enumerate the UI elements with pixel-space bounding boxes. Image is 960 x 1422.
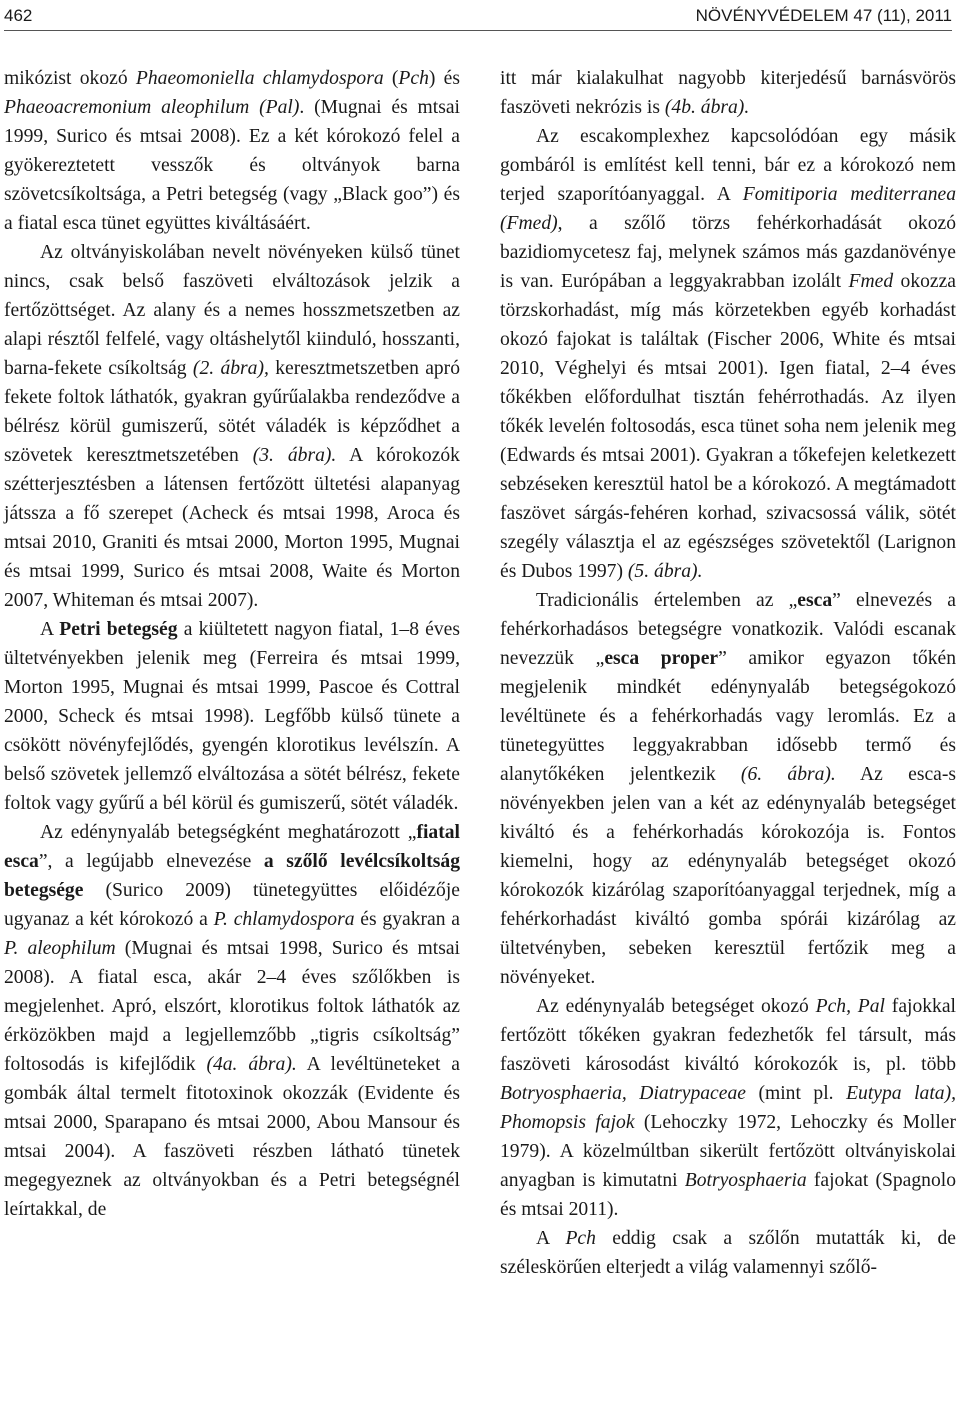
text-run: Az oltványiskolában nevelt növényeken külső tünet nincs, csak belső faszöveti elváltozások jelzik a fertőzöttséget. Az alany és a nemes hosszmetszetben az alapi résztől felfelé, vagy oltáshelytől kiinduló, hosszanti, barna-fekete csíkoltság bbox=[4, 242, 460, 379]
text-run: A kórokozók szétterjesztésben a látensen fertőzött ültetési alapanyag játssza a fő szerepet (Acheck és mtsai 1998, Aroca és mtsai 2010, Graniti és mtsai 2000, Morton 1995, Mugnai és mtsai 1999, Surico és mtsai 2008, Waite és Morton 2007, Whiteman és mtsai 2007). bbox=[4, 445, 460, 611]
bold-run: Petri betegség bbox=[59, 619, 178, 640]
italic-run: Fmed bbox=[848, 271, 894, 292]
text-run: eddig csak a szőlőn mutatták ki, de széleskörűen elterjedt a világ valamennyi szőlő- bbox=[500, 1228, 956, 1278]
text-run: ” amikor egyazon tőkén megjelenik mindkét edénynyaláb betegségokozó levéltünete és a fehérkorhadás vagy leromlás. Ez a tünetegyüttes leggyakrabban idősebb termő és alanytőkéken jelentkezik bbox=[500, 648, 956, 785]
text-run: itt már kialakulhat nagyobb kiterjedésű barnásvörös faszöveti nekrózis is bbox=[500, 68, 956, 118]
italic-run: Eutypa lata), Phomopsis fajok bbox=[500, 1083, 956, 1133]
running-header bbox=[4, 4, 952, 30]
bold-run: esca proper bbox=[604, 648, 719, 669]
text-run: . (Mugnai és mtsai 1999, Surico és mtsai 2008). Ez a két kórokozó felel a gyökereztetett vesszők és oltványok barna szövetcsíkoltsága, a Petri betegség (vagy „Black goo”) és a fiatal esca tünet együttes kiváltásáért. bbox=[4, 97, 460, 234]
text-run: okozza törzskorhadást, míg más körzetekben egyéb korhadást okozó fajokat is találtak (Fischer 2006, White és mtsai 2010, Véghelyi és mtsai 2001). Igen fiatal, 2–4 éves tőkékben előfordulhat tisztán fehérrothadás. Az ilyen tőkék levelén foltosodás, esca tünet soha nem jelenik meg (Edwards és mtsai 2001). Gyakran a tőkefejen keletkezett sebzéseken keresztül hatol be a kórokozó. A megtámadott faszövet sárgás-fehéren korhad, szivacsossá válik, sötét szegély választja el az egészséges szövetektől (Larignon és Dubos 1997) bbox=[500, 271, 956, 582]
left-paragraph-1 bbox=[4, 64, 460, 238]
italic-run: Fomitiporia mediterranea (Fmed) bbox=[500, 184, 956, 234]
text-run: a kiültetett nagyon fiatal, 1–8 éves ültetvényekben jelenik meg (Ferreira és mtsai 1999, Morton 1995, Mugnai és mtsai 1999, Pascoe és Cottral 2000, Scheck és mtsai 1998). Legfőbb külső tünete a csökött növényfejlődés, gyengén klorotikus levélszín. A belső szövetek jellemző elváltozása a sötét bélrész, fekete foltok vagy gyűrű a bél körül és gumiszerű, sötét váladék. bbox=[4, 619, 460, 814]
journal-name: NÖVÉNYVÉDELEM 47 (11), 2011 bbox=[695, 6, 952, 25]
text-run: (Lehoczky 1972, Lehoczky és Moller 1979). A közelmúltban sikerült fertőzött oltványiskolai anyagban is kimutatni bbox=[500, 1112, 957, 1191]
bold-run: fiatal esca bbox=[4, 822, 460, 872]
text-run: keresztmetszetben apró fekete foltok láthatók, gyakran gyűrűalakba rendeződve a bélrész körül gumiszerű, sötét váladék is képződhet a szövetek keresztmetszetében bbox=[4, 358, 461, 466]
italic-run: (2. ábra), bbox=[192, 358, 269, 379]
text-run: , a szőlő törzs fehérkorhadását okozó bazidiomycetesz faj, melynek számos más gazdanövénye is van. Európában a leggyakrabban izolált bbox=[500, 213, 956, 292]
italic-run: Phaeoacremonium aleophilum (Pal) bbox=[4, 97, 300, 118]
right-paragraph-5 bbox=[500, 1224, 956, 1282]
right-paragraph-3 bbox=[500, 586, 956, 992]
text-run: A levéltüneteket a gombák által termelt fitotoxinok okozzák (Evidente és mtsai 2000, Sparapano és mtsai 2000, Abou Mansour és mtsai 2004). A faszöveti részben látható tünetek megegyeznek az oltványokban és a Petri betegségnél leírtakkal, de bbox=[4, 1054, 460, 1220]
right-column bbox=[500, 64, 956, 1282]
text-run: (mint pl. bbox=[745, 1083, 847, 1104]
right-paragraph-2 bbox=[500, 122, 956, 586]
text-run: ”, a legújabb elnevezése bbox=[38, 851, 264, 872]
italic-run: Pch bbox=[398, 68, 429, 89]
text-run: Tradicionális értelemben az „ bbox=[536, 590, 798, 611]
italic-run: Botryosphaeria, Diatrypaceae bbox=[500, 1083, 746, 1104]
left-paragraph-3 bbox=[4, 615, 460, 818]
text-run: Az escakomplexhez kapcsolódóan egy másik gombáról is említést kell tenni, bár ez a kórokozó nem terjed szaporítóanyaggal. A bbox=[500, 126, 956, 205]
italic-run: (4b. ábra). bbox=[664, 97, 750, 118]
text-run: ) és bbox=[428, 68, 461, 89]
left-paragraph-2 bbox=[4, 238, 460, 615]
italic-run: (5. ábra). bbox=[627, 561, 703, 582]
text-run: mikózist okozó bbox=[4, 68, 136, 89]
text-run: fajokat (Spagnolo és mtsai 2011). bbox=[500, 1170, 956, 1220]
text-run: Az esca-s növényekben jelen van a két az edénynyaláb betegséget kiváltó és a fehérkorhadás kórokozója is. Fontos kiemelni, hogy az edénynyaláb betegséget okozó kórokozók kizárólag szaporítóanyaggal terjednek, míg a fehérkorhadást kiváltó gomba spórái kizárólag az ültetvényben, sebeken keresztül fertőzik meg a növényeket. bbox=[500, 764, 956, 988]
italic-run: Pch, Pal bbox=[815, 996, 885, 1017]
left-paragraph-4 bbox=[4, 818, 460, 1224]
header-rule bbox=[4, 30, 952, 31]
text-run: Az edénynyaláb betegséget okozó bbox=[536, 996, 816, 1017]
right-paragraph-4 bbox=[500, 992, 956, 1224]
bold-run: a szőlő levélcsíkoltság betegsége bbox=[4, 851, 460, 901]
italic-run: (6. ábra). bbox=[740, 764, 836, 785]
right-paragraph-1 bbox=[500, 64, 956, 122]
left-column bbox=[4, 64, 460, 1224]
bold-run: esca bbox=[797, 590, 833, 611]
italic-run: Pch bbox=[565, 1228, 596, 1249]
text-run: ” elnevezés a fehérkorhadásos betegségre vonatkozik. Valódi escanak nevezzük „ bbox=[500, 590, 956, 669]
italic-run: P. chlamydospora bbox=[213, 909, 355, 930]
text-run: (Surico 2009) tünetegyüttes előidézője ugyanaz a két kórokozó a bbox=[4, 880, 460, 930]
text-run: A bbox=[40, 619, 60, 640]
italic-run: Botryosphaeria bbox=[684, 1170, 807, 1191]
italic-run: (3. ábra). bbox=[252, 445, 337, 466]
text-run: Az edénynyaláb betegségként meghatározott „ bbox=[40, 822, 417, 843]
text-run: (Mugnai és mtsai 1998, Surico és mtsai 2008). A fiatal esca, akár 2–4 éves szőlőkben is megjelenhet. Apró, elszórt, klorotikus foltok láthatók az érközökben majd a legjellemzőbb „tigris csíkoltság” foltosodás is kifejlődik bbox=[4, 938, 460, 1075]
text-run: ( bbox=[383, 68, 399, 89]
text-run: A bbox=[536, 1228, 566, 1249]
page-number: 462 bbox=[4, 6, 33, 25]
text-run: és gyakran a bbox=[354, 909, 461, 930]
italic-run: Phaeomoniella chlamydospora bbox=[135, 68, 384, 89]
italic-run: P. aleophilum bbox=[4, 938, 116, 959]
italic-run: (4a. ábra). bbox=[206, 1054, 297, 1075]
text-run: fajokkal fertőzött tőkéken gyakran fedezhetők fel társult, más faszöveti károsodást kiváltó kórokozók is, pl. több bbox=[500, 996, 956, 1075]
